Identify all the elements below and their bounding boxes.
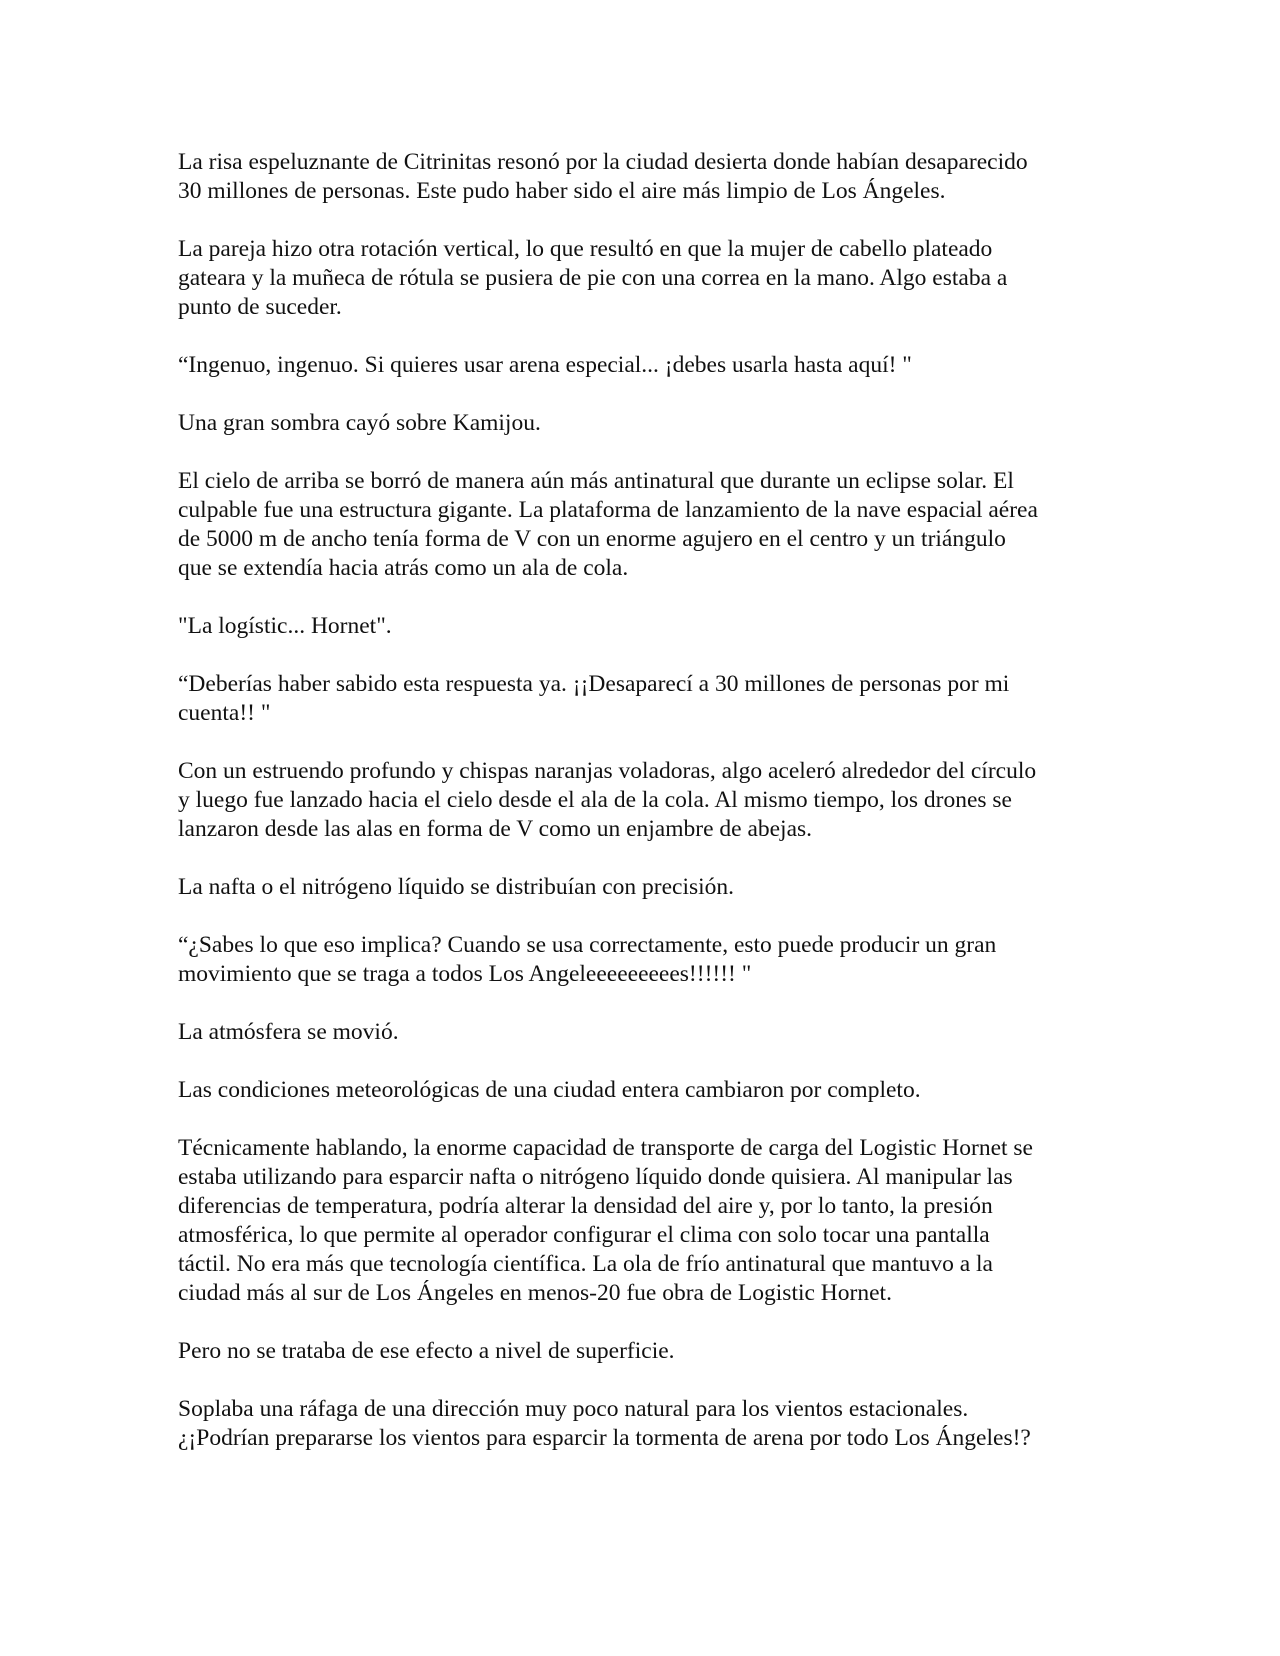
text-line: diferencias de temperatura, podría alterar la densidad del aire y, por lo tanto, la presión [178, 1193, 993, 1219]
text-line: El cielo de arriba se borró de manera aún más antinatural que durante un eclipse solar. El [178, 468, 1014, 494]
text-line: “Deberías haber sabido esta respuesta ya. ¡¡Desaparecí a 30 millones de personas por mi [178, 671, 1010, 697]
text-line: La nafta o el nitrógeno líquido se distribuían con precisión. [178, 874, 735, 900]
text-line: La atmósfera se movió. [178, 1019, 399, 1045]
text-line: Pero no se trataba de ese efecto a nivel de superficie. [178, 1338, 675, 1364]
text-line: Soplaba una ráfaga de una dirección muy poco natural para los vientos estacionales. [178, 1396, 969, 1422]
paragraph [178, 467, 1138, 583]
text-line: y luego fue lanzado hacia el cielo desde el ala de la cola. Al mismo tiempo, los drones se [178, 787, 1012, 813]
text-line: gateara y la muñeca de rótula se pusiera de pie con una correa en la mano. Algo estaba a [178, 265, 1008, 291]
text-line: que se extendía hacia atrás como un ala de cola. [178, 555, 629, 581]
paragraph [178, 931, 1138, 989]
text-line: Técnicamente hablando, la enorme capacidad de transporte de carga del Logistic Hornet se [178, 1135, 1033, 1161]
text-line: “Ingenuo, ingenuo. Si quieres usar arena especial... ¡debes usarla hasta aquí! " [178, 352, 912, 378]
text-line: Las condiciones meteorológicas de una ciudad entera cambiaron por completo. [178, 1077, 921, 1103]
text-line: ¿¡Podrían prepararse los vientos para esparcir la tormenta de arena por todo Los Ángeles!? [178, 1425, 1031, 1451]
text-line: 30 millones de personas. Este pudo haber sido el aire más limpio de Los Ángeles. [178, 178, 946, 204]
text-line: La pareja hizo otra rotación vertical, lo que resultó en que la mujer de cabello plateado [178, 236, 993, 262]
paragraph [178, 351, 1138, 380]
paragraph [178, 1337, 1138, 1366]
paragraph [178, 235, 1138, 322]
paragraph [178, 409, 1138, 438]
text-line: movimiento que se traga a todos Los Angeleeeeeeeees!!!!!! " [178, 961, 752, 987]
text-line: ciudad más al sur de Los Ángeles en menos-20 fue obra de Logistic Hornet. [178, 1280, 892, 1306]
paragraph [178, 670, 1138, 728]
paragraph [178, 1076, 1138, 1105]
text-line: Con un estruendo profundo y chispas naranjas voladoras, algo aceleró alrededor del círculo [178, 758, 1037, 784]
paragraph [178, 757, 1138, 844]
text-line: cuenta!! " [178, 700, 271, 726]
text-line: La risa espeluznante de Citrinitas resonó por la ciudad desierta donde habían desaparecido [178, 149, 1028, 175]
text-line: lanzaron desde las alas en forma de V como un enjambre de abejas. [178, 816, 813, 842]
text-line: "La logístic... Hornet". [178, 613, 392, 639]
text-line: culpable fue una estructura gigante. La plataforma de lanzamiento de la nave espacial aérea [178, 497, 1038, 523]
text-line: punto de suceder. [178, 294, 342, 320]
text-line: “¿Sabes lo que eso implica? Cuando se usa correctamente, esto puede producir un gran [178, 932, 997, 958]
text-line: estaba utilizando para esparcir nafta o nitrógeno líquido donde quisiera. Al manipular las [178, 1164, 1013, 1190]
text-line: de 5000 m de ancho tenía forma de V con un enorme agujero en el centro y un triángulo [178, 526, 1006, 552]
text-line: Una gran sombra cayó sobre Kamijou. [178, 410, 541, 436]
paragraph [178, 612, 1138, 641]
document-page [178, 148, 1138, 1482]
paragraph [178, 1134, 1138, 1308]
text-line: táctil. No era más que tecnología científica. La ola de frío antinatural que mantuvo a la [178, 1251, 993, 1277]
paragraph [178, 873, 1138, 902]
paragraph [178, 1018, 1138, 1047]
paragraph [178, 1395, 1138, 1453]
paragraph [178, 148, 1138, 206]
text-line: atmosférica, lo que permite al operador configurar el clima con solo tocar una pantalla [178, 1222, 990, 1248]
